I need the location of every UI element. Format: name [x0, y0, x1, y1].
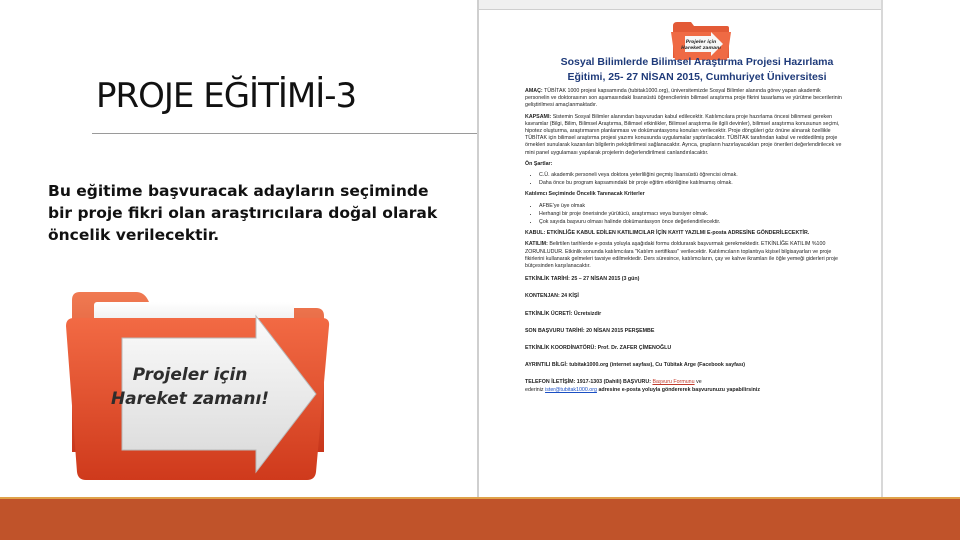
document-heading-line-2: Eğitimi, 25- 27 NİSAN 2015, Cumhuriyet Üniversitesi [567, 71, 827, 83]
on-sartlar-heading: Ön Şartlar: [525, 160, 553, 167]
contact-paragraph [525, 379, 843, 393]
document-heading-line-1: Sosyal Bilimlerde Bilimsel Araştırma Projesi Hazırlama [560, 56, 834, 68]
amac-label: AMAÇ: [525, 88, 543, 94]
event-quota: KONTENJAN: 24 KİŞİ [525, 293, 579, 300]
document-left-edge [477, 0, 479, 497]
kapsam-text: Sistemin Sosyal Bilimler alanından başvurudan kabul edilecektir. Katılımcılara proje hazırlama öncesi bilinmesi gereken kavramlar (Bilgi, Bilim, Bilimsel Araştırma, Bilimsel etkinlikler, Bilimsel araştırma ile ilgili devinler), bilimsel araştırma konusunun seçimi, hipotez oluşturma, araştırmanın planlanması ve dokümantasyonu konuları verilecektir. Proje döngüleri göz önüne alınarak özellikle TÜBİTAK için bilimsel araştırma projesi yazımı konusunda uygulamalar yaptırılacaktır. TÜBİTAK tarafından kabul ve reddedilmiş proje örnekleri sunularak kazanılan bilgilerin pekiştirilmesi sağlanacaktır. Ayrıca, grupların hazırlayacakları proje önerileri değerlendirilecek ve mini panel uygulaması yapılarak projelerin değerlendirilmesi canlandırılacaktır. [525, 113, 842, 156]
kriter-list [539, 203, 843, 227]
document-right-edge [881, 0, 883, 497]
amac-paragraph [525, 88, 843, 110]
contact-suffix: ve [696, 379, 702, 386]
folder-caption-line-1: Projeler için [132, 365, 248, 385]
list-item: • Çok sayıda başvuru olması halinde dokümantasyon önce değerlendirilecektir. [539, 219, 843, 226]
folder-caption-line-2: Hareket zamanı! [110, 389, 270, 409]
kapsam-paragraph [525, 114, 843, 157]
list-item: • AFBE'ye üye olmak [539, 203, 843, 210]
amac-text: TÜBİTAK 1000 projesi kapsamında (tubitak1000.org), üniversitemizde Sosyal Bilimler alanında görev yapan akademik personelin ve doktorasının son aşamasındaki lisansüstü öğrencilerinin bilimsel araştırma proje fikrini tasarlama ve yürütme becerilerinin geliştirilmesi amaçlanmaktadır. [525, 88, 842, 109]
bottom-accent-bar [0, 499, 960, 540]
kapsam-label: KAPSAMI: [525, 113, 552, 120]
folder-logo-icon [671, 18, 731, 60]
email-link[interactable]: ister@tubitak1000.org [545, 386, 597, 393]
application-form-link[interactable]: Başvuru Formunu [652, 379, 695, 386]
email-prefix: ederiniz [525, 386, 544, 393]
application-deadline: SON BAŞVURU TARİHİ: 20 NİSAN 2015 PERŞEMBE [525, 327, 655, 334]
slide-title: PROJE EĞİTİMİ-3 [96, 76, 357, 116]
document-body [525, 88, 843, 398]
folder-arrow-image [66, 282, 332, 484]
event-announcement-document [477, 0, 883, 497]
event-date: ETKİNLİK TARİHİ: 25 – 27 NİSAN 2015 (3 gün) [525, 276, 640, 283]
slide-body-text: Bu eğitime başvuracak adayların seçiminde bir proje fikri olan araştırıcılara doğal olarak öncelik verilecektir. [48, 182, 438, 244]
katilim-text: Belirtilen tarihlerde e-posta yoluyla aşağıdaki formu doldurarak başvurmak gerekmektedir. ETKİNLİĞE KATILIM %100 ZORUNLUDUR. Etkinlik sonunda katılımcılara "Katılım sertifikası" verilecektir. Katılımcıların toplantıya kişisel bilgisayarları ve proje fikirlerini kullanarak gelmeleri tavsiye edilmektedir. Ders süresince, katılımcıların, çay ve kahve ikramları ile öğle yemeği giderleri proje bütçesinden karşılanacaktır. [525, 241, 838, 270]
document-heading [527, 55, 867, 85]
on-sartlar-list [539, 172, 843, 187]
kriter-heading: Katılımcı Seçiminde Öncelik Tanınacak Kriterler [525, 191, 645, 198]
email-suffix: adresine e-posta yoluyla göndererek başvurunuzu yapabilirsiniz [598, 386, 761, 393]
list-item: • Herhangi bir proje önerisinde yürütücü, araştırmacı veya bursiyer olmak. [539, 211, 843, 218]
katilim-label: KATILIM: [525, 241, 548, 248]
event-fee: ETKİNLİK ÜCRETİ: Ücretsizdir [525, 310, 602, 317]
logo-text-line-1: Projeler için [685, 40, 717, 45]
list-item: • Daha önce bu program kapsamındaki bir proje eğitim etkinliğine katılmamış olmak. [539, 180, 843, 187]
list-item: • C.Ü. akademik personeli veya doktora yeterliliğini geçmiş lisansüstü öğrencisi olmak. [539, 172, 843, 179]
document-top-edge [477, 0, 883, 10]
katilim-paragraph [525, 241, 843, 270]
kabul-paragraph: KABUL: ETKİNLİĞE KABUL EDİLEN KATILIMCILAR İÇİN KAYIT YAZILMI E-posta ADRESİNE GÖNDERİLECEKTİR. [525, 230, 810, 237]
detailed-info: AYRINTILI BİLGİ: tubitak1000.org (internet sayfası), Cu Tübitak Arge (Facebook sayfası) [525, 362, 746, 369]
contact-phone: TELEFON İLETİŞİM: 1917-1303 (Dahili) BAŞVURU: [525, 379, 651, 386]
title-divider [92, 133, 478, 134]
event-coordinator: ETKİNLİK KOORDİNATÖRÜ: Prof. Dr. ZAFER ÇİMENOĞLU [525, 345, 672, 352]
logo-text-line-2: Hareket zamanı [681, 46, 721, 51]
